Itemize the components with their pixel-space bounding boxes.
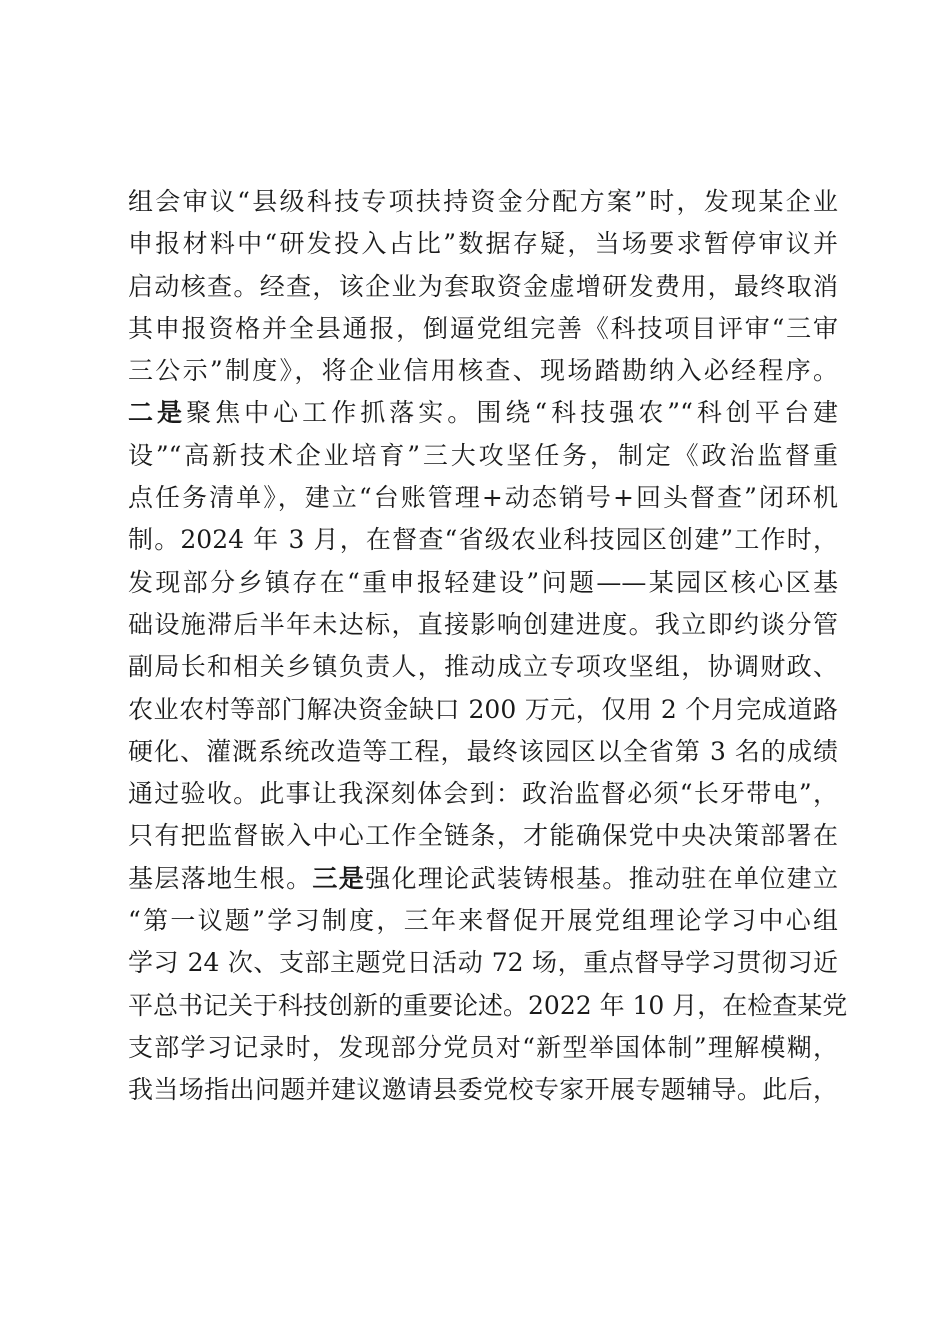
line-text: 平总书记关于科技创新的重要论述。2022 年 10 月，在检查某党 — [128, 990, 848, 1020]
bold-lead-text: 三是 — [312, 863, 366, 893]
text-line — [128, 604, 838, 646]
text-line — [128, 985, 848, 1027]
text-line — [128, 266, 838, 308]
text-line — [128, 223, 838, 265]
text-line — [128, 731, 838, 773]
text-line — [128, 477, 838, 519]
text-line — [128, 942, 838, 984]
line-text: 硬化、灌溉系统改造等工程，最终该园区以全省第 3 名的成绩 — [128, 736, 838, 766]
text-line — [128, 435, 838, 477]
text-line — [128, 646, 838, 688]
line-text: 强化理论武装铸根基。推动驻在单位建立 — [365, 863, 838, 893]
line-text: 只有把监督嵌入中心工作全链条，才能确保党中央决策部署在 — [128, 821, 838, 851]
line-text: 学习 24 次、支部主题党日活动 72 场，重点督导学习贯彻习近 — [128, 948, 838, 978]
line-text: 通过验收。此事让我深刻体会到：政治监督必须“长牙带电”， — [128, 779, 838, 809]
line-text: “第一议题”学习制度，三年来督促开展党组理论学习中心组 — [128, 906, 838, 936]
line-text: 副局长和相关乡镇负责人，推动成立专项攻坚组，协调财政、 — [128, 652, 838, 682]
text-line — [128, 773, 838, 815]
line-text: 设”“高新技术企业培育”三大攻坚任务，制定《政治监督重 — [128, 440, 838, 470]
line-text: 我当场指出问题并建议邀请县委党校专家开展专题辅导。此后， — [128, 1075, 838, 1105]
line-text: 点任务清单》，建立“台账管理+动态销号+回头督查”闭环机 — [128, 483, 838, 513]
text-line — [128, 392, 838, 434]
text-line — [128, 308, 838, 350]
text-line — [128, 689, 838, 731]
text-line — [128, 858, 838, 900]
line-text: 础设施滞后半年未达标，直接影响创建进度。我立即约谈分管 — [128, 609, 838, 639]
text-line — [128, 350, 838, 392]
line-text: 其申报资格并全县通报，倒逼党组完善《科技项目评审“三审 — [128, 313, 838, 343]
text-line — [128, 1027, 838, 1069]
text-line — [128, 1069, 838, 1111]
bold-lead-text: 二是 — [128, 398, 187, 428]
line-text: 启动核查。经查，该企业为套取资金虚增研发费用，最终取消 — [128, 271, 838, 301]
line-text: 基层落地生根。 — [128, 863, 313, 893]
line-text: 发现部分乡镇存在“重申报轻建设”问题——某园区核心区基 — [128, 567, 838, 597]
line-text: 制。2024 年 3 月，在督查“省级农业科技园区创建”工作时， — [128, 525, 838, 555]
line-text: 组会审议“县级科技专项扶持资金分配方案”时，发现某企业 — [128, 187, 838, 216]
body-paragraph — [128, 181, 848, 1112]
text-line — [128, 519, 838, 561]
line-text: 聚焦中心工作抓落实。围绕“科技强农”“科创平台建 — [186, 398, 838, 428]
text-line — [128, 815, 838, 857]
text-line — [128, 181, 838, 223]
line-text: 三公示”制度》，将企业信用核查、现场踏勘纳入必经程序。 — [128, 356, 838, 386]
text-line — [128, 562, 838, 604]
line-text: 支部学习记录时，发现部分党员对“新型举国体制”理解模糊， — [128, 1032, 838, 1062]
text-line — [128, 900, 838, 942]
line-text: 农业农村等部门解决资金缺口 200 万元，仅用 2 个月完成道路 — [128, 694, 838, 724]
line-text: 申报材料中“研发投入占比”数据存疑，当场要求暂停审议并 — [128, 229, 838, 259]
